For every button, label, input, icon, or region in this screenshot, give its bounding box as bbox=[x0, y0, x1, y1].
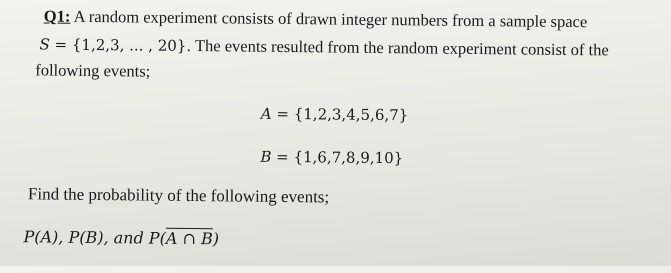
prob-intersection-suffix: ) bbox=[212, 229, 220, 249]
question-line-1 bbox=[44, 6, 588, 32]
sample-space-symbol: S bbox=[39, 35, 50, 54]
prob-intersection-prefix: P( bbox=[148, 228, 166, 248]
and-word: and bbox=[113, 228, 149, 248]
prob-a: P(A), bbox=[23, 227, 69, 247]
prob-b: P(B), bbox=[68, 227, 114, 248]
question-text-2: The events resulted from the random experiment consist of the bbox=[191, 36, 609, 60]
question-text-1: A random experiment consists of drawn integer numbers from a sample space bbox=[70, 6, 588, 32]
probability-list bbox=[23, 227, 219, 249]
instruction-text: Find the probability of the following events; bbox=[27, 184, 330, 207]
event-a-symbol: A bbox=[260, 104, 272, 123]
event-b-definition bbox=[260, 147, 403, 168]
event-b-symbol: B bbox=[260, 147, 272, 166]
question-text-3: following events; bbox=[35, 60, 151, 81]
question-line-2 bbox=[39, 34, 608, 60]
event-a-set: = {1,2,3,4,5,6,7} bbox=[271, 104, 409, 125]
event-b-set: = {1,6,7,8,9,10} bbox=[271, 147, 404, 168]
sample-space-set: = {1,2,3, ... , 20}. bbox=[49, 35, 192, 56]
intersection-complement: A ∩ B bbox=[165, 228, 213, 249]
event-a-definition bbox=[261, 104, 409, 126]
question-line-3 bbox=[35, 60, 150, 81]
question-label: Q1: bbox=[43, 6, 71, 26]
